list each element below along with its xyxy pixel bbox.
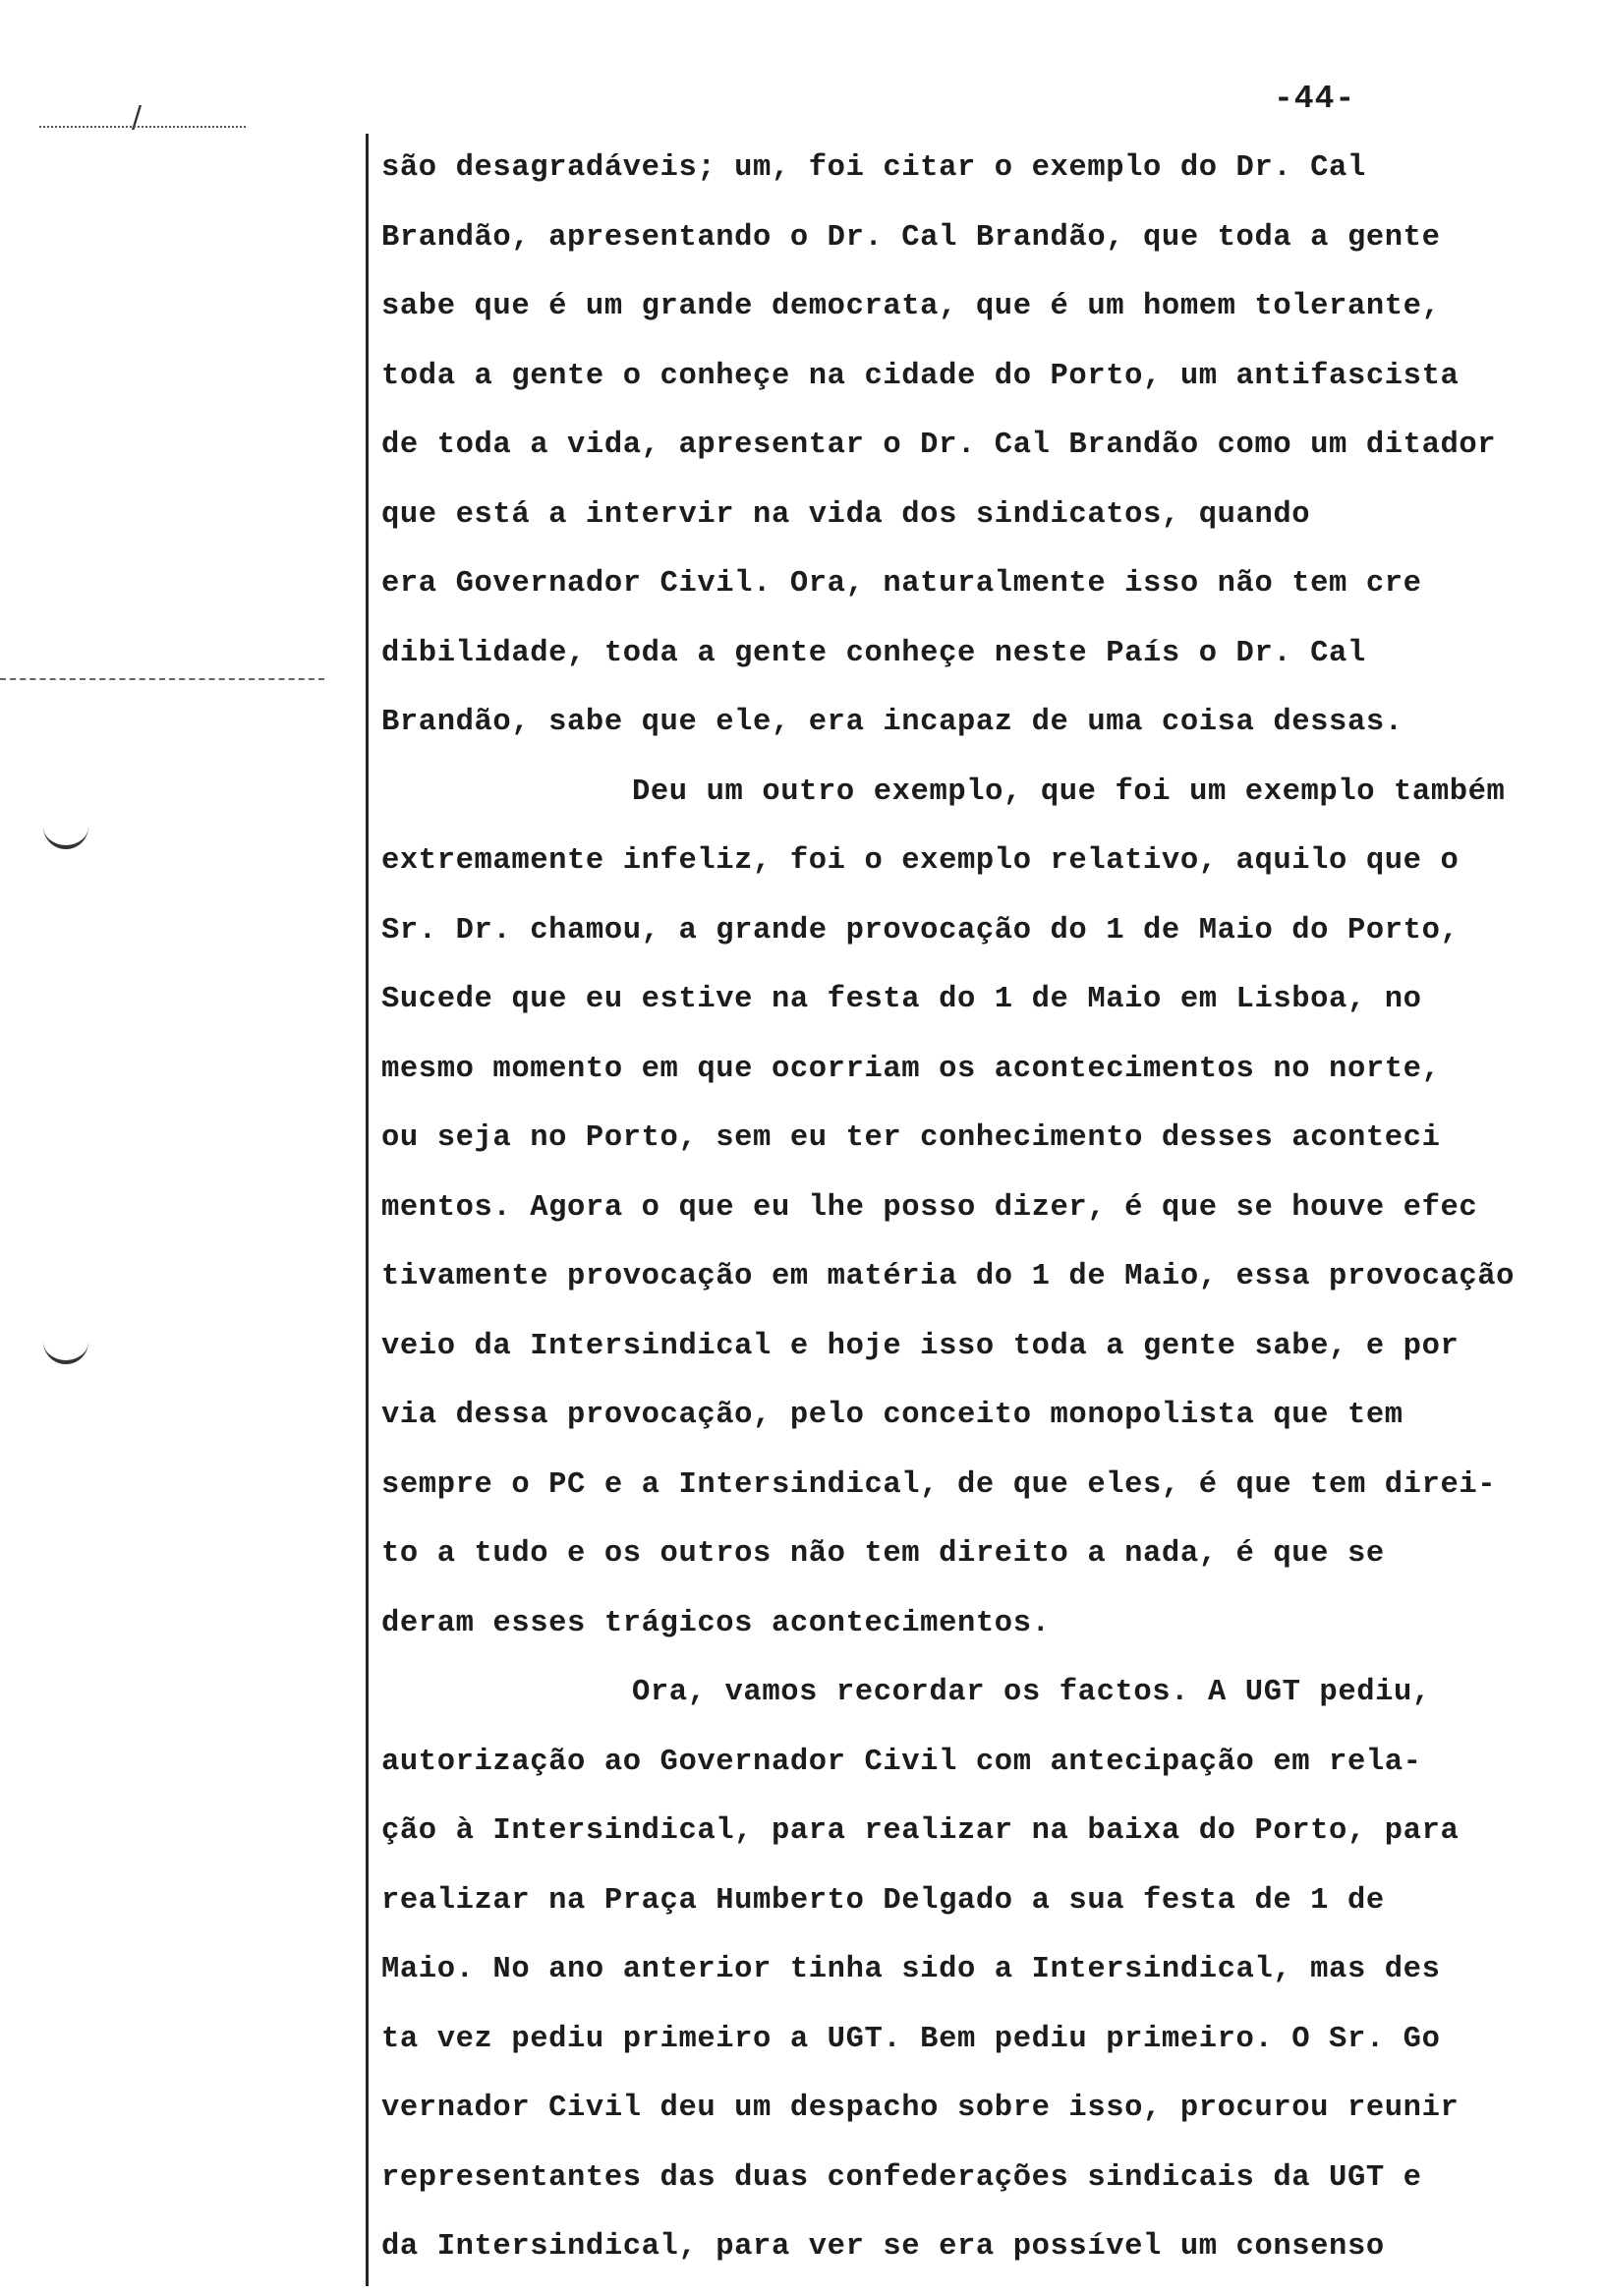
typed-text-body — [381, 134, 1600, 2286]
margin-dashed-line — [0, 678, 324, 680]
text-line: da Intersindical, para ver se era possível um consenso — [381, 2230, 1385, 2264]
text-line: mesmo momento em que ocorriam os acontecimentos no norte, — [381, 1052, 1441, 1086]
text-line: via dessa provocação, pelo conceito monopolista que tem — [381, 1399, 1404, 1432]
text-line: mentos. Agora o que eu lhe posso dizer, é que se houve efec — [381, 1190, 1478, 1225]
text-line: dibilidade, toda a gente conheçe neste País o Dr. Cal — [381, 636, 1366, 670]
text-line: de toda a vida, apresentar o Dr. Cal Brandão como um ditador — [381, 429, 1497, 462]
margin-slash-mark: / — [132, 100, 143, 135]
text-line: sabe que é um grande democrata, que é um homem tolerante, — [381, 290, 1441, 323]
text-line: ta vez pediu primeiro a UGT. Bem pediu primeiro. O Sr. Go — [381, 2022, 1441, 2056]
text-line: ção à Intersindical, para realizar na baixa do Porto, para — [381, 1814, 1460, 1848]
text-line: toda a gente o conheçe na cidade do Porto, um antifascista — [381, 359, 1460, 393]
margin-dotted-line — [39, 126, 246, 128]
text-line: tivamente provocação em matéria do 1 de Maio, essa provocação — [381, 1260, 1516, 1293]
text-line: que está a intervir na vida dos sindicatos, quando — [381, 497, 1311, 532]
page-number: -44- — [1274, 81, 1356, 117]
text-line: Sr. Dr. chamou, a grande provocação do 1 de Maio do Porto, — [381, 913, 1460, 947]
margin-rule — [366, 134, 369, 2286]
text-line: era Governador Civil. Ora, naturalmente isso não tem cre — [381, 567, 1422, 601]
text-line: Brandão, sabe que ele, era incapaz de uma coisa dessas. — [381, 706, 1404, 739]
text-line: Ora, vamos recordar os factos. A UGT pediu, — [632, 1676, 1431, 1709]
text-line: Maio. No ano anterior tinha sido a Intersindical, mas des — [381, 1953, 1441, 1986]
text-line: Brandão, apresentando o Dr. Cal Brandão, que toda a gente — [381, 220, 1441, 255]
margin-curve-mark — [43, 1337, 88, 1364]
text-line: vernador Civil deu um despacho sobre isso, procurou reunir — [381, 2092, 1460, 2125]
text-line: extremamente infeliz, foi o exemplo relativo, aquilo que o — [381, 844, 1460, 878]
text-line: to a tudo e os outros não tem direito a nada, é que se — [381, 1537, 1385, 1571]
text-line: Sucede que eu estive na festa do 1 de Maio em Lisboa, no — [381, 983, 1422, 1016]
text-line: representantes das duas confederações sindicais da UGT e — [381, 2160, 1422, 2195]
text-line: autorização ao Governador Civil com antecipação em rela- — [381, 1745, 1422, 1779]
text-line: são desagradáveis; um, foi citar o exemplo do Dr. Cal — [381, 151, 1366, 185]
text-line: Deu um outro exemplo, que foi um exemplo também — [632, 775, 1506, 809]
text-line: realizar na Praça Humberto Delgado a sua festa de 1 de — [381, 1883, 1385, 1918]
text-line: ou seja no Porto, sem eu ter conhecimento desses aconteci — [381, 1121, 1441, 1155]
text-line: veio da Intersindical e hoje isso toda a gente sabe, e por — [381, 1329, 1460, 1363]
text-line: deram esses trágicos acontecimentos. — [381, 1606, 1051, 1640]
text-line: sempre o PC e a Intersindical, de que eles, é que tem direi- — [381, 1467, 1497, 1502]
margin-curve-mark — [43, 822, 88, 849]
